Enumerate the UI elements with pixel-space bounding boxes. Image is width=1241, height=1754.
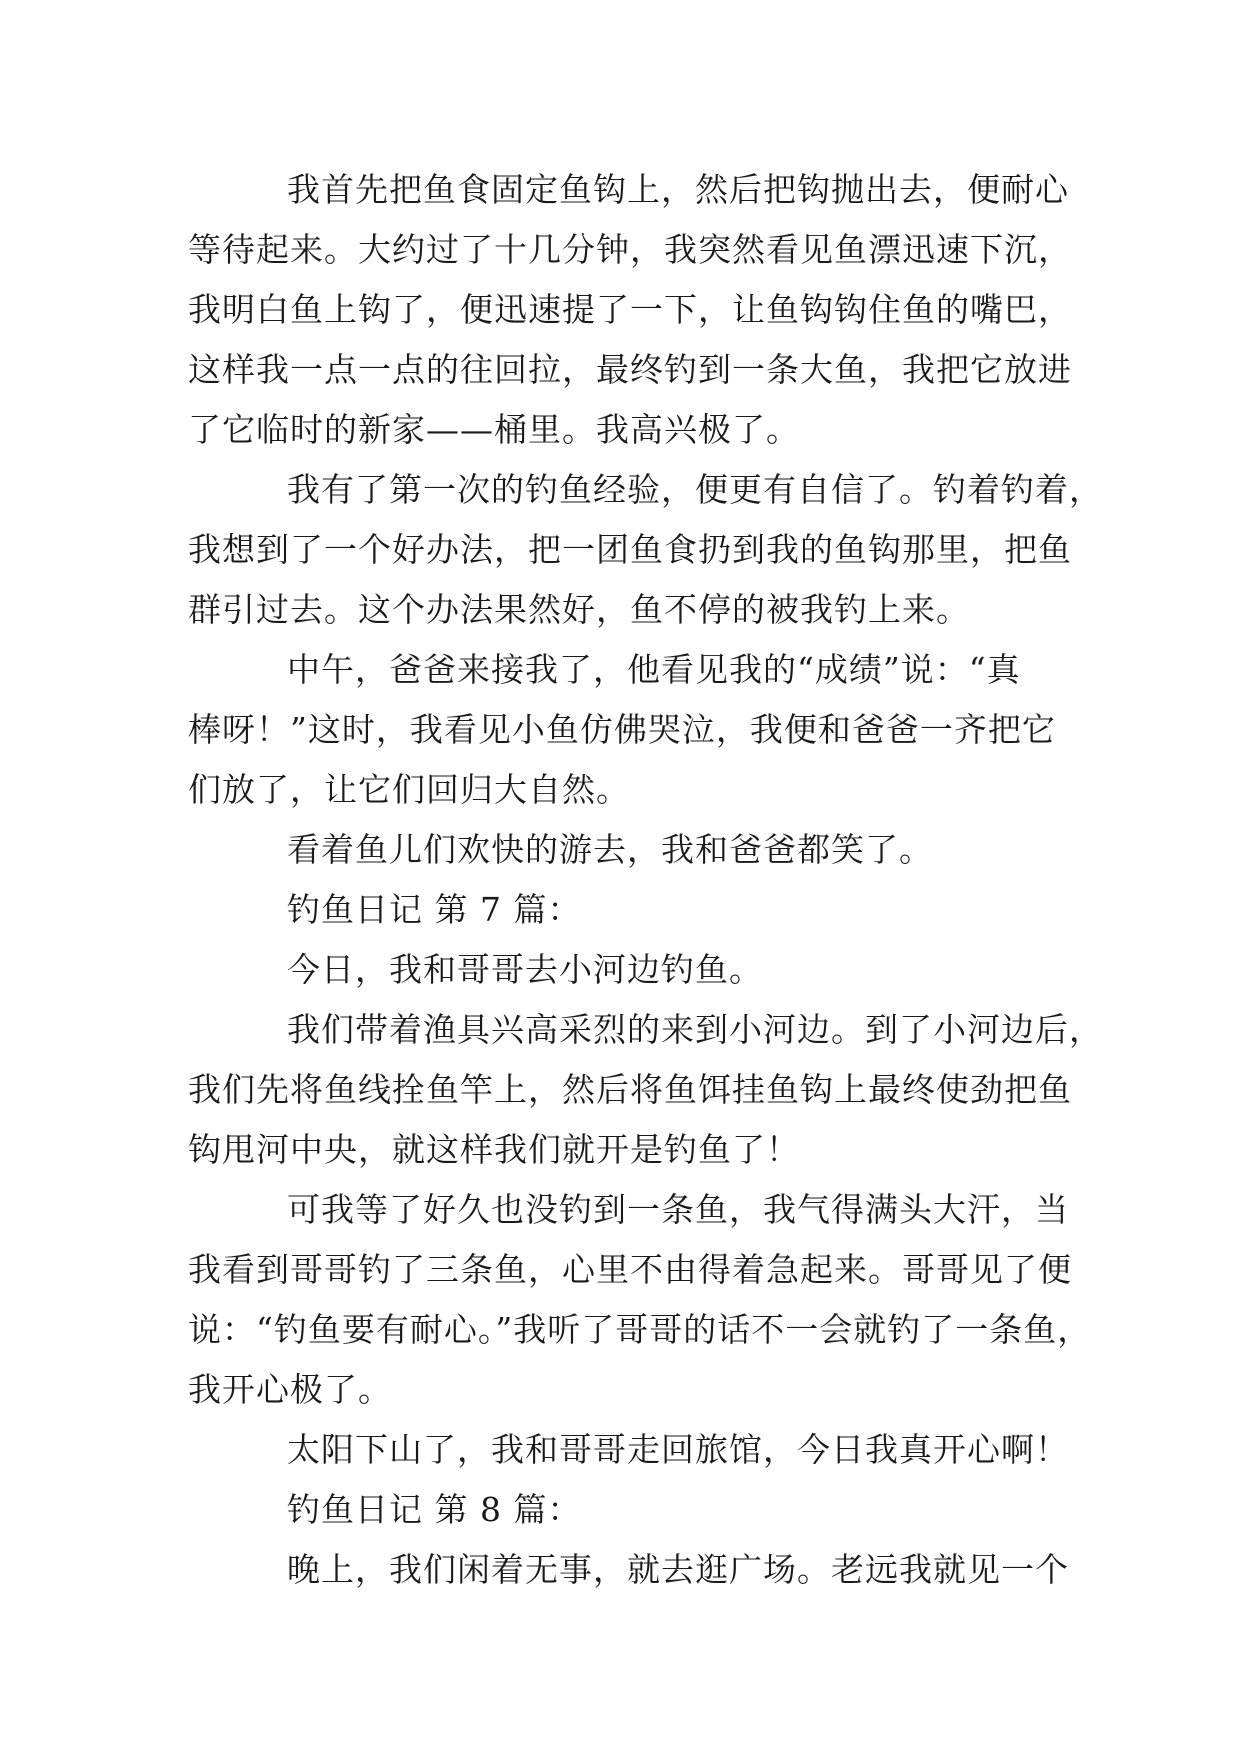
text-line: 群引过去。这个办法果然好，鱼不停的被我钓上来。 [188,590,970,629]
text-line: 太阳下山了，我和哥哥走回旅馆，今日我真开心啊！ [287,1430,1069,1469]
text-line: 这样我一点一点的往回拉，最终钓到一条大鱼，我把它放进 [188,350,1072,389]
text-line: 了它临时的新家——桶里。我高兴极了。 [188,410,800,449]
text-line: 棒呀！”这时，我看见小鱼仿佛哭泣，我便和爸爸一齐把它 [188,710,1056,749]
text-line: 看着鱼儿们欢快的游去，我和爸爸都笑了。 [287,830,933,869]
text-line: 说：“钓鱼要有耐心。”我听了哥哥的话不一会就钓了一条鱼， [188,1310,1092,1349]
section-heading: 钓鱼日记 第 7 篇： [287,890,582,929]
text-line: 我想到了一个好办法，把一团鱼食扔到我的鱼钩那里，把鱼 [188,530,1072,569]
text-line: 我开心极了。 [188,1370,392,1409]
text-line: 钩甩河中央，就这样我们就开是钓鱼了！ [188,1130,800,1169]
text-line: 我看到哥哥钓了三条鱼，心里不由得着急起来。哥哥见了便 [188,1250,1072,1289]
text-line: 中午，爸爸来接我了，他看见我的“成绩”说：“真 [287,650,1021,689]
text-line: 我首先把鱼食固定鱼钩上，然后把钩抛出去，便耐心 [287,170,1069,209]
text-line: 晚上，我们闲着无事，就去逛广场。老远我就见一个 [287,1550,1069,1589]
text-line: 我有了第一次的钓鱼经验，便更有自信了。钓着钓着， [287,470,1103,509]
text-line: 今日，我和哥哥去小河边钓鱼。 [287,950,763,989]
text-line: 可我等了好久也没钓到一条鱼，我气得满头大汗，当 [287,1190,1069,1229]
text-line: 我们带着渔具兴高采烈的来到小河边。到了小河边后， [287,1010,1103,1049]
text-line: 我明白鱼上钩了，便迅速提了一下，让鱼钩钩住鱼的嘴巴， [188,290,1072,329]
section-heading: 钓鱼日记 第 8 篇： [287,1490,582,1529]
text-line: 们放了，让它们回归大自然。 [188,770,630,809]
text-line: 等待起来。大约过了十几分钟，我突然看见鱼漂迅速下沉， [188,230,1072,269]
text-line: 我们先将鱼线拴鱼竿上，然后将鱼饵挂鱼钩上最终使劲把鱼 [188,1070,1072,1109]
document-body [188,160,1103,1600]
